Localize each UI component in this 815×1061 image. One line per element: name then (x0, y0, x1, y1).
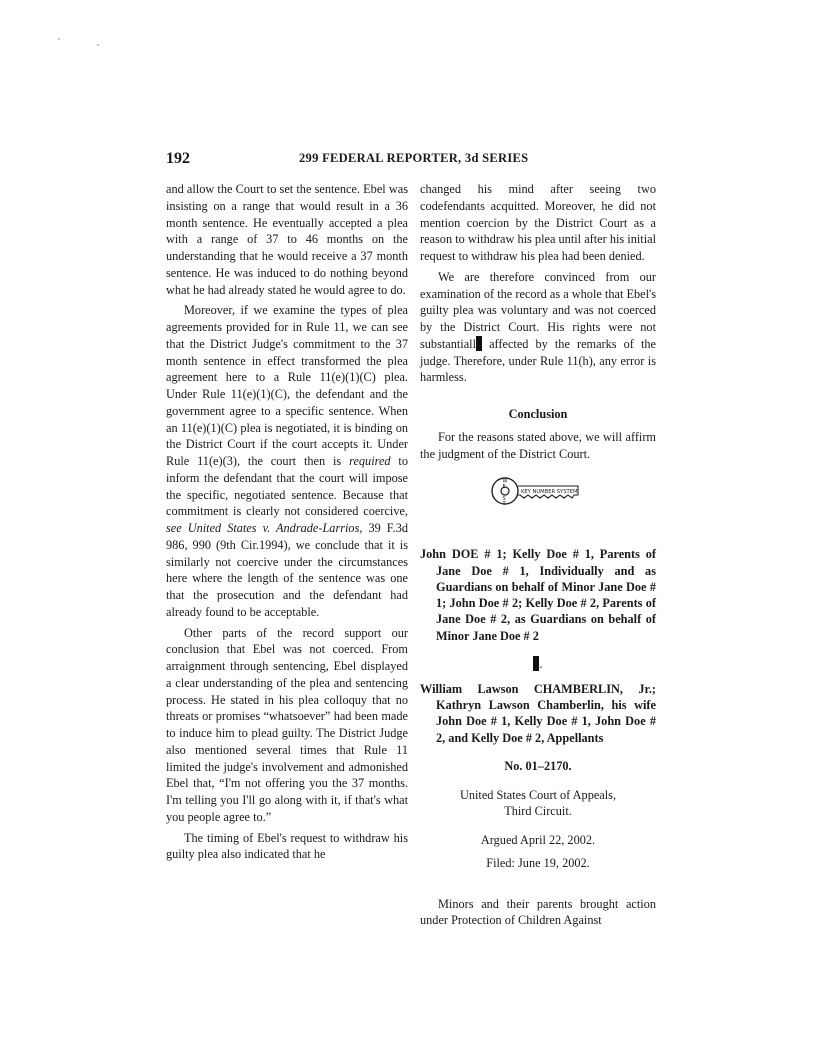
case-citation: see United States v. Andrade-Larrios, (166, 521, 363, 535)
court-line: Third Circuit. (504, 804, 572, 819)
case-dates (420, 832, 656, 872)
syllabus-paragraph: Minors and their parents brought action under Protection of Children Against (420, 896, 656, 928)
scan-speck (58, 38, 60, 40)
text-run: We are therefore convinced from our examination of the record as a whole that Ebel's guilty plea was voluntary and was not coerced by the District Court. His rights were not substantiall (420, 269, 656, 351)
right-column (420, 181, 656, 929)
reporter-title: 299 FEDERAL REPORTER, 3d SERIES (299, 151, 529, 165)
versus-separator (420, 656, 656, 673)
case-caption-defendants: William Lawson CHAMBERLIN, Jr.; Kathryn Lawson Chamberlin, his wife John Doe # 1, Kelly Doe # 1, John Doe # 2, and Kelly Doe # 2, Appellants (420, 681, 656, 745)
paragraph: Other parts of the record support our conclusion that Ebel was not coerced. From arraignment through sentencing, Ebel displayed a clear understanding of the plea and sentencing process. He stated in his plea colloquy that no threats or promises “whatsoever” had been made to induce him to plead guilty. The District Judge also mentioned several times that Rule 11 limited the judge's involvement and admonished Ebel that, “I'm not offering you the 37 months. I'm telling you I'll go along with it, if that's what you people agree to.” (166, 625, 408, 824)
paragraph: The timing of Ebel's request to withdraw his guilty plea also indicated that he (166, 830, 408, 862)
paragraph (420, 269, 656, 386)
paragraph: and allow the Court to set the sentence. Ebel was insisting on a range that would result in a 36 month sentence. He eventually accepted a plea with a range of 37 to 46 months on the understanding that he would receive a 37 month sentence. He was induced to do nothing beyond what he had already stated he would agree to do. (166, 182, 408, 297)
scan-speck (97, 44, 99, 46)
versus-dot: . (539, 656, 543, 672)
conclusion-heading: Conclusion (508, 407, 568, 421)
key-letter: W (502, 478, 508, 485)
key-letter: T (502, 501, 506, 508)
paragraph (166, 302, 408, 620)
page-header (166, 150, 656, 170)
key-number-icon (490, 474, 586, 508)
docket-number: No. 01–2170. (504, 758, 572, 773)
text-run: to inform the defendant that the court will impose the specific, negotiated sentence. Because that commitment is clearly not considered coercive, (166, 454, 408, 519)
left-column (166, 181, 408, 863)
court-name (420, 787, 656, 821)
text-run: 39 F.3d 986, 990 (9th Cir.1994), we conclude that it is similarly not coercive under the circumstances here where the length of the sentence was one that the prosecution and the defendant had already found to be acceptable. (166, 521, 408, 619)
argued-date: Argued April 22, 2002. (480, 833, 596, 848)
key-letter: E (502, 484, 506, 491)
key-letter: S (502, 496, 506, 503)
key-number-label: KEY NUMBER SYSTEM (521, 489, 578, 496)
italic-word: required (349, 454, 391, 468)
filed-date: Filed: June 19, 2002. (486, 855, 590, 870)
case-caption-plaintiffs: John DOE # 1; Kelly Doe # 1, Parents of Jane Doe # 1, Individually and as Guardians on behalf of Minor Jane Doe # 1; John Doe # 2; Kelly Doe # 2, Parents of Jane Doe # 2, as Guardians on behalf of Minor Jane Doe # 2 (420, 547, 656, 643)
paragraph: changed his mind after seeing two codefendants acquitted. Moreover, he did not mention coercion by the District Court as a reason to withdraw his plea until after his initial request to withdraw his plea had been denied. (420, 182, 656, 263)
conclusion-paragraph: For the reasons stated above, we will affirm the judgment of the District Court. (420, 429, 656, 461)
court-line: United States Court of Appeals, (459, 787, 617, 802)
text-run: Moreover, if we examine the types of plea agreements provided for in Rule 11, we can see that the District Judge's commitment to the 37 month sentence in effect transformed the plea agreement here to a Rule 11(e)(1)(C) plea. Under Rule 11(e)(1)(C), the defendant and the government agree to a specific sentence. When an 11(e)(1)(C) plea is negotiated, it is binding on the District Court if the court accepts it. Under Rule 11(e)(3), the court then is (166, 303, 408, 468)
page-number: 192 (166, 150, 190, 167)
text-run: affected by the remarks of the judge. Therefore, under Rule 11(h), any error is harmless. (420, 336, 656, 385)
